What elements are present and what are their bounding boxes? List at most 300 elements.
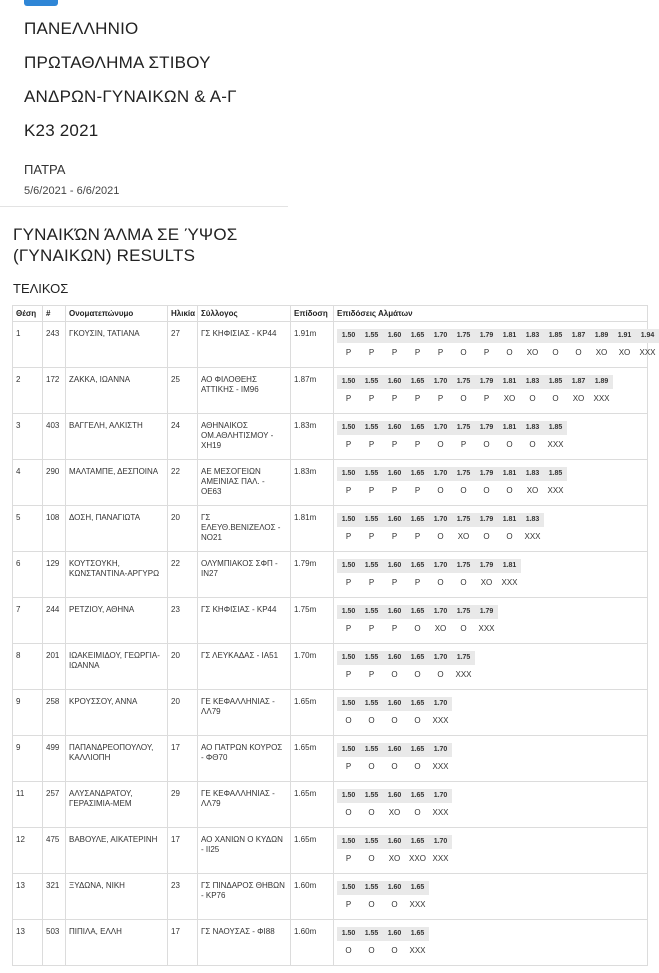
attempt-result: P (391, 348, 398, 357)
club-cell: ΑΕ ΜΕΣΟΓΕΙΩΝ ΑΜΕΙΝΙΑΣ ΠΑΛ. - ΟΕ63 (198, 460, 291, 506)
position-cell: 13 (13, 920, 43, 966)
bar-height: 1.65 (406, 329, 429, 343)
age-cell: 20 (168, 506, 198, 552)
bar-height: 1.81 (498, 421, 521, 435)
attempt-result: O (368, 808, 375, 817)
attempt-result: P (437, 394, 444, 403)
position-cell: 3 (13, 414, 43, 460)
bar-height: 1.70 (429, 375, 452, 389)
bar-height: 1.75 (452, 421, 475, 435)
heights-row (337, 835, 644, 849)
attempt-result: P (368, 348, 375, 357)
attempt-result: O (483, 532, 490, 541)
attempts-cell (334, 552, 648, 598)
event-dates: 5/6/2021 - 6/6/2021 (24, 185, 120, 197)
age-cell: 22 (168, 460, 198, 506)
bib-cell: 172 (43, 368, 66, 414)
bar-height: 1.83 (521, 329, 544, 343)
position-cell: 11 (13, 782, 43, 828)
athlete-name-cell: ΠΑΠΑΝΔΡΕΟΠΟΥΛΟΥ, ΚΑΛΛΙΟΠΗ (66, 736, 168, 782)
bar-height: 1.60 (383, 559, 406, 573)
column-header-attempts: Επιδόσεις Αλμάτων (334, 306, 648, 322)
attempt-result: O (368, 854, 375, 863)
age-cell: 23 (168, 598, 198, 644)
bar-height: 1.79 (475, 513, 498, 527)
bar-height: 1.75 (452, 467, 475, 481)
mark-cell: 1.65m (291, 736, 334, 782)
attempt-result: XO (434, 624, 447, 633)
attempt-result: O (414, 624, 421, 633)
attempt-result: P (391, 532, 398, 541)
bar-height: 1.65 (406, 421, 429, 435)
attempt-result: XO (526, 486, 539, 495)
bib-cell: 108 (43, 506, 66, 552)
heights-row (337, 559, 644, 573)
attempt-result: O (460, 578, 467, 587)
bar-height: 1.55 (360, 375, 383, 389)
bar-height: 1.87 (567, 375, 590, 389)
championship-title-line: ΠΑΝΕΛΛΗΝΙΟ (24, 19, 139, 38)
club-cell: ΓΕ ΚΕΦΑΛΛΗΝΙΑΣ - ΛΛ79 (198, 690, 291, 736)
attempt-result: O (552, 348, 559, 357)
attempts-cell (334, 874, 648, 920)
bar-height: 1.65 (406, 697, 429, 711)
bar-height: 1.60 (383, 789, 406, 803)
bar-height: 1.89 (590, 375, 613, 389)
attempt-result: P (414, 532, 421, 541)
attempt-result: O (483, 486, 490, 495)
mark-cell: 1.79m (291, 552, 334, 598)
club-cell: ΓΣ ΚΗΦΙΣΙΑΣ - ΚΡ44 (198, 322, 291, 368)
top-blue-badge (24, 0, 58, 6)
club-cell: ΓΕ ΚΕΦΑΛΛΗΝΙΑΣ - ΛΛ79 (198, 782, 291, 828)
attempt-result: O (391, 946, 398, 955)
attempt-result: XO (618, 348, 631, 357)
table-row (13, 322, 648, 368)
bar-height: 1.87 (567, 329, 590, 343)
bar-height: 1.50 (337, 605, 360, 619)
attempt-result: XO (388, 808, 401, 817)
bar-height: 1.79 (475, 605, 498, 619)
bar-height: 1.50 (337, 743, 360, 757)
table-row (13, 690, 648, 736)
bar-height: 1.65 (406, 513, 429, 527)
round-label: ΤΕΛΙΚΟΣ (13, 281, 69, 296)
attempt-result: O (460, 624, 467, 633)
age-cell: 20 (168, 690, 198, 736)
bar-height: 1.50 (337, 513, 360, 527)
attempt-result: O (391, 900, 398, 909)
bar-height: 1.60 (383, 421, 406, 435)
bar-height: 1.85 (544, 329, 567, 343)
age-cell: 23 (168, 874, 198, 920)
attempt-result: XXO (409, 854, 426, 863)
attempt-result: O (345, 946, 352, 955)
bar-height: 1.70 (429, 329, 452, 343)
bib-cell: 475 (43, 828, 66, 874)
attempts-cell (334, 920, 648, 966)
attempt-result: O (437, 532, 444, 541)
attempts-cell (334, 828, 648, 874)
attempt-result: XO (503, 394, 516, 403)
attempt-result: O (529, 394, 536, 403)
attempt-result: O (437, 670, 444, 679)
table-row (13, 828, 648, 874)
attempt-result: P (345, 578, 352, 587)
attempt-result: O (460, 394, 467, 403)
bar-height: 1.70 (429, 697, 452, 711)
bib-cell: 244 (43, 598, 66, 644)
attempts-cell (334, 690, 648, 736)
bar-height: 1.50 (337, 375, 360, 389)
mark-cell: 1.65m (291, 782, 334, 828)
age-cell: 29 (168, 782, 198, 828)
attempt-result: XO (595, 348, 608, 357)
column-header-bib: # (43, 306, 66, 322)
attempt-result: XXX (478, 624, 495, 633)
heights-row (337, 513, 644, 527)
athlete-name-cell: ΠΙΠΙΛΑ, ΕΛΛΗ (66, 920, 168, 966)
event-title (13, 224, 313, 266)
attempt-result: P (345, 440, 352, 449)
bar-height: 1.83 (521, 513, 544, 527)
club-cell: ΓΣ ΝΑΟΥΣΑΣ - ΦΙ88 (198, 920, 291, 966)
attempts-cell (334, 598, 648, 644)
attempt-result: P (483, 394, 490, 403)
club-cell: ΑΟ ΧΑΝΙΩΝ Ο ΚΥΔΩΝ - ΙΙ25 (198, 828, 291, 874)
attempt-result: P (345, 348, 352, 357)
attempt-result: XXX (547, 486, 564, 495)
athlete-name-cell: ΞΥΔΩΝΑ, ΝΙΚΗ (66, 874, 168, 920)
position-cell: 9 (13, 736, 43, 782)
table-row (13, 644, 648, 690)
attempt-result: P (414, 578, 421, 587)
bar-height: 1.83 (521, 467, 544, 481)
attempts-cell (334, 736, 648, 782)
club-cell: ΑΘΗΝΑΙΚΟΣ ΟΜ.ΑΘΛΗΤΙΣΜΟΥ - ΧΗ19 (198, 414, 291, 460)
attempt-result: P (483, 348, 490, 357)
athlete-name-cell: ΙΩΑΚΕΙΜΙΔΟΥ, ΓΕΩΡΓΙΑ-ΙΩΑΝΝΑ (66, 644, 168, 690)
bib-cell: 499 (43, 736, 66, 782)
championship-title-line: Κ23 2021 (24, 121, 99, 140)
attempt-result: XXX (432, 854, 449, 863)
column-header-club: Σύλλογος (198, 306, 291, 322)
attempt-results-row (337, 394, 644, 404)
attempt-result: O (437, 440, 444, 449)
bar-height: 1.55 (360, 513, 383, 527)
bar-height: 1.70 (429, 605, 452, 619)
attempt-result: P (345, 486, 352, 495)
bar-height: 1.70 (429, 421, 452, 435)
attempt-results-row (337, 578, 644, 588)
bar-height: 1.60 (383, 697, 406, 711)
attempt-result: XXX (432, 716, 449, 725)
position-cell: 6 (13, 552, 43, 598)
heights-row (337, 605, 644, 619)
column-header-mark: Επίδοση (291, 306, 334, 322)
bar-height: 1.55 (360, 927, 383, 941)
attempt-result: XXX (409, 946, 426, 955)
attempt-result: P (368, 486, 375, 495)
column-header-position: Θέση (13, 306, 43, 322)
attempt-result: O (345, 808, 352, 817)
bar-height: 1.75 (452, 513, 475, 527)
attempt-result: O (437, 578, 444, 587)
mark-cell: 1.75m (291, 598, 334, 644)
mark-cell: 1.60m (291, 874, 334, 920)
table-row (13, 414, 648, 460)
athlete-name-cell: ΚΡΟΥΣΣΟΥ, ΑΝΝΑ (66, 690, 168, 736)
bar-height: 1.55 (360, 881, 383, 895)
position-cell: 1 (13, 322, 43, 368)
heights-row (337, 467, 644, 481)
attempt-result: O (345, 716, 352, 725)
bar-height: 1.70 (429, 651, 452, 665)
heights-row (337, 881, 644, 895)
attempt-result: P (414, 394, 421, 403)
table-row (13, 736, 648, 782)
athlete-name-cell: ΖΑΚΚΑ, ΙΩΑΝΝΑ (66, 368, 168, 414)
bar-height: 1.60 (383, 835, 406, 849)
age-cell: 27 (168, 322, 198, 368)
bar-height: 1.50 (337, 789, 360, 803)
bar-height: 1.65 (406, 467, 429, 481)
table-header-row (13, 306, 648, 322)
bar-height: 1.65 (406, 881, 429, 895)
bar-height: 1.60 (383, 743, 406, 757)
attempt-result: O (391, 762, 398, 771)
attempt-result: O (529, 440, 536, 449)
athlete-name-cell: ΜΑΛΤΑΜΠΕ, ΔΕΣΠΟΙΝΑ (66, 460, 168, 506)
attempt-results-row (337, 670, 644, 680)
attempt-result: P (368, 670, 375, 679)
position-cell: 12 (13, 828, 43, 874)
bar-height: 1.55 (360, 651, 383, 665)
attempt-results-row (337, 762, 644, 772)
bar-height: 1.60 (383, 513, 406, 527)
bar-height: 1.70 (429, 789, 452, 803)
attempt-result: P (345, 670, 352, 679)
heights-row (337, 329, 655, 343)
bar-height: 1.70 (429, 835, 452, 849)
bar-height: 1.81 (498, 375, 521, 389)
bar-height: 1.60 (383, 467, 406, 481)
athlete-name-cell: ΓΚΟΥΣΙΝ, ΤΑΤΙΑΝΑ (66, 322, 168, 368)
attempt-result: O (483, 440, 490, 449)
bar-height: 1.50 (337, 835, 360, 849)
club-cell: ΓΣ ΠΙΝΔΑΡΟΣ ΘΗΒΩΝ - ΚΡ76 (198, 874, 291, 920)
bar-height: 1.55 (360, 329, 383, 343)
attempt-result: P (391, 440, 398, 449)
attempt-result: O (414, 762, 421, 771)
age-cell: 17 (168, 920, 198, 966)
bar-height: 1.60 (383, 375, 406, 389)
attempt-result: P (345, 854, 352, 863)
age-cell: 20 (168, 644, 198, 690)
bar-height: 1.79 (475, 559, 498, 573)
attempt-result: P (345, 532, 352, 541)
attempts-cell (334, 460, 648, 506)
bar-height: 1.79 (475, 421, 498, 435)
bar-height: 1.60 (383, 605, 406, 619)
bar-height: 1.50 (337, 421, 360, 435)
bib-cell: 129 (43, 552, 66, 598)
position-cell: 7 (13, 598, 43, 644)
position-cell: 8 (13, 644, 43, 690)
attempt-result: O (437, 486, 444, 495)
attempt-result: XXX (455, 670, 472, 679)
attempt-result: P (391, 394, 398, 403)
attempt-results-row (337, 532, 644, 542)
attempt-result: P (345, 624, 352, 633)
bar-height: 1.79 (475, 467, 498, 481)
bar-height: 1.91 (613, 329, 636, 343)
attempt-result: O (368, 762, 375, 771)
attempts-cell (334, 368, 648, 414)
club-cell: ΑΟ ΦΙΛΟΘΕΗΣ ΑΤΤΙΚΗΣ - ΙΜ96 (198, 368, 291, 414)
attempt-results-row (337, 854, 644, 864)
table-row (13, 874, 648, 920)
attempt-result: XO (526, 348, 539, 357)
attempt-results-row (337, 440, 644, 450)
bar-height: 1.60 (383, 881, 406, 895)
attempt-result: O (368, 716, 375, 725)
bar-height: 1.65 (406, 927, 429, 941)
attempt-result: O (506, 348, 513, 357)
championship-title-line: ΠΡΩΤΑΘΛΗΜΑ ΣΤΙΒΟΥ (24, 53, 211, 72)
bar-height: 1.85 (544, 467, 567, 481)
attempt-result: O (414, 716, 421, 725)
bar-height: 1.75 (452, 559, 475, 573)
mark-cell: 1.81m (291, 506, 334, 552)
age-cell: 22 (168, 552, 198, 598)
attempt-result: O (391, 716, 398, 725)
attempts-cell (334, 782, 648, 828)
athlete-name-cell: ΔΟΣΗ, ΠΑΝΑΓΙΩΤΑ (66, 506, 168, 552)
championship-title (24, 12, 284, 148)
bar-height: 1.50 (337, 927, 360, 941)
attempt-result: XO (457, 532, 470, 541)
event-city: ΠΑΤΡΑ (24, 162, 66, 177)
position-cell: 5 (13, 506, 43, 552)
table-row (13, 598, 648, 644)
bar-height: 1.70 (429, 559, 452, 573)
bar-height: 1.81 (498, 329, 521, 343)
attempt-result: O (506, 440, 513, 449)
attempt-result: O (575, 348, 582, 357)
bar-height: 1.83 (521, 375, 544, 389)
heights-row (337, 789, 644, 803)
bib-cell: 243 (43, 322, 66, 368)
bar-height: 1.50 (337, 651, 360, 665)
mark-cell: 1.65m (291, 828, 334, 874)
attempt-result: XXX (432, 762, 449, 771)
attempt-result: P (391, 624, 398, 633)
age-cell: 17 (168, 736, 198, 782)
attempts-cell (334, 414, 648, 460)
table-row (13, 506, 648, 552)
club-cell: ΑΟ ΠΑΤΡΩΝ ΚΟΥΡΟΣ - ΦΘ70 (198, 736, 291, 782)
table-row (13, 552, 648, 598)
mark-cell: 1.87m (291, 368, 334, 414)
bar-height: 1.60 (383, 651, 406, 665)
bar-height: 1.65 (406, 789, 429, 803)
attempt-result: P (414, 348, 421, 357)
heights-row (337, 927, 644, 941)
bib-cell: 290 (43, 460, 66, 506)
attempt-result: O (391, 670, 398, 679)
attempt-result: O (368, 900, 375, 909)
attempt-result: P (368, 440, 375, 449)
bar-height: 1.65 (406, 835, 429, 849)
attempt-results-row (337, 348, 656, 358)
athlete-name-cell: ΒΑΒΟΥΛΕ, ΑΙΚΑΤΕΡΙΝΗ (66, 828, 168, 874)
bar-height: 1.55 (360, 835, 383, 849)
attempt-result: O (506, 486, 513, 495)
bar-height: 1.70 (429, 513, 452, 527)
age-cell: 17 (168, 828, 198, 874)
attempt-result: O (368, 946, 375, 955)
bar-height: 1.75 (452, 329, 475, 343)
bar-height: 1.50 (337, 697, 360, 711)
header-divider (0, 206, 288, 207)
heights-row (337, 375, 644, 389)
bib-cell: 258 (43, 690, 66, 736)
bib-cell: 403 (43, 414, 66, 460)
attempt-result: XO (572, 394, 585, 403)
attempt-result: O (506, 532, 513, 541)
attempt-result: O (460, 486, 467, 495)
attempt-result: P (368, 532, 375, 541)
attempt-result: P (345, 762, 352, 771)
bar-height: 1.50 (337, 329, 360, 343)
club-cell: ΓΣ ΛΕΥΚΑΔΑΣ - ΙΑ51 (198, 644, 291, 690)
attempt-result: O (414, 808, 421, 817)
bar-height: 1.65 (406, 605, 429, 619)
attempt-result: XXX (409, 900, 426, 909)
event-title-line: ΓΥΝΑΙΚΏΝ ΆΛΜΑ ΣΕ ΎΨΟΣ (13, 225, 238, 244)
bar-height: 1.75 (452, 605, 475, 619)
bar-height: 1.55 (360, 467, 383, 481)
attempt-result: P (437, 348, 444, 357)
column-header-name: Ονοματεπώνυμο (66, 306, 168, 322)
bar-height: 1.55 (360, 789, 383, 803)
bar-height: 1.70 (429, 467, 452, 481)
athlete-name-cell: ΡΕΤΖΙΟΥ, ΑΘΗΝΑ (66, 598, 168, 644)
attempt-results-row (337, 808, 644, 818)
attempt-result: XO (480, 578, 493, 587)
bar-height: 1.65 (406, 375, 429, 389)
attempt-result: P (414, 486, 421, 495)
table-row (13, 920, 648, 966)
bar-height: 1.65 (406, 743, 429, 757)
bar-height: 1.85 (544, 375, 567, 389)
attempt-result: XXX (501, 578, 518, 587)
attempt-result: O (414, 670, 421, 679)
bar-height: 1.75 (452, 651, 475, 665)
attempt-result: O (552, 394, 559, 403)
bar-height: 1.75 (452, 375, 475, 389)
mark-cell: 1.70m (291, 644, 334, 690)
results-body (13, 322, 656, 966)
attempt-result: XXX (547, 440, 564, 449)
championship-title-line: ΑΝΔΡΩΝ-ΓΥΝΑΙΚΩΝ & Α-Γ (24, 87, 237, 106)
bar-height: 1.85 (544, 421, 567, 435)
bar-height: 1.60 (383, 927, 406, 941)
table-row (13, 460, 648, 506)
bar-height: 1.55 (360, 605, 383, 619)
bar-height: 1.89 (590, 329, 613, 343)
